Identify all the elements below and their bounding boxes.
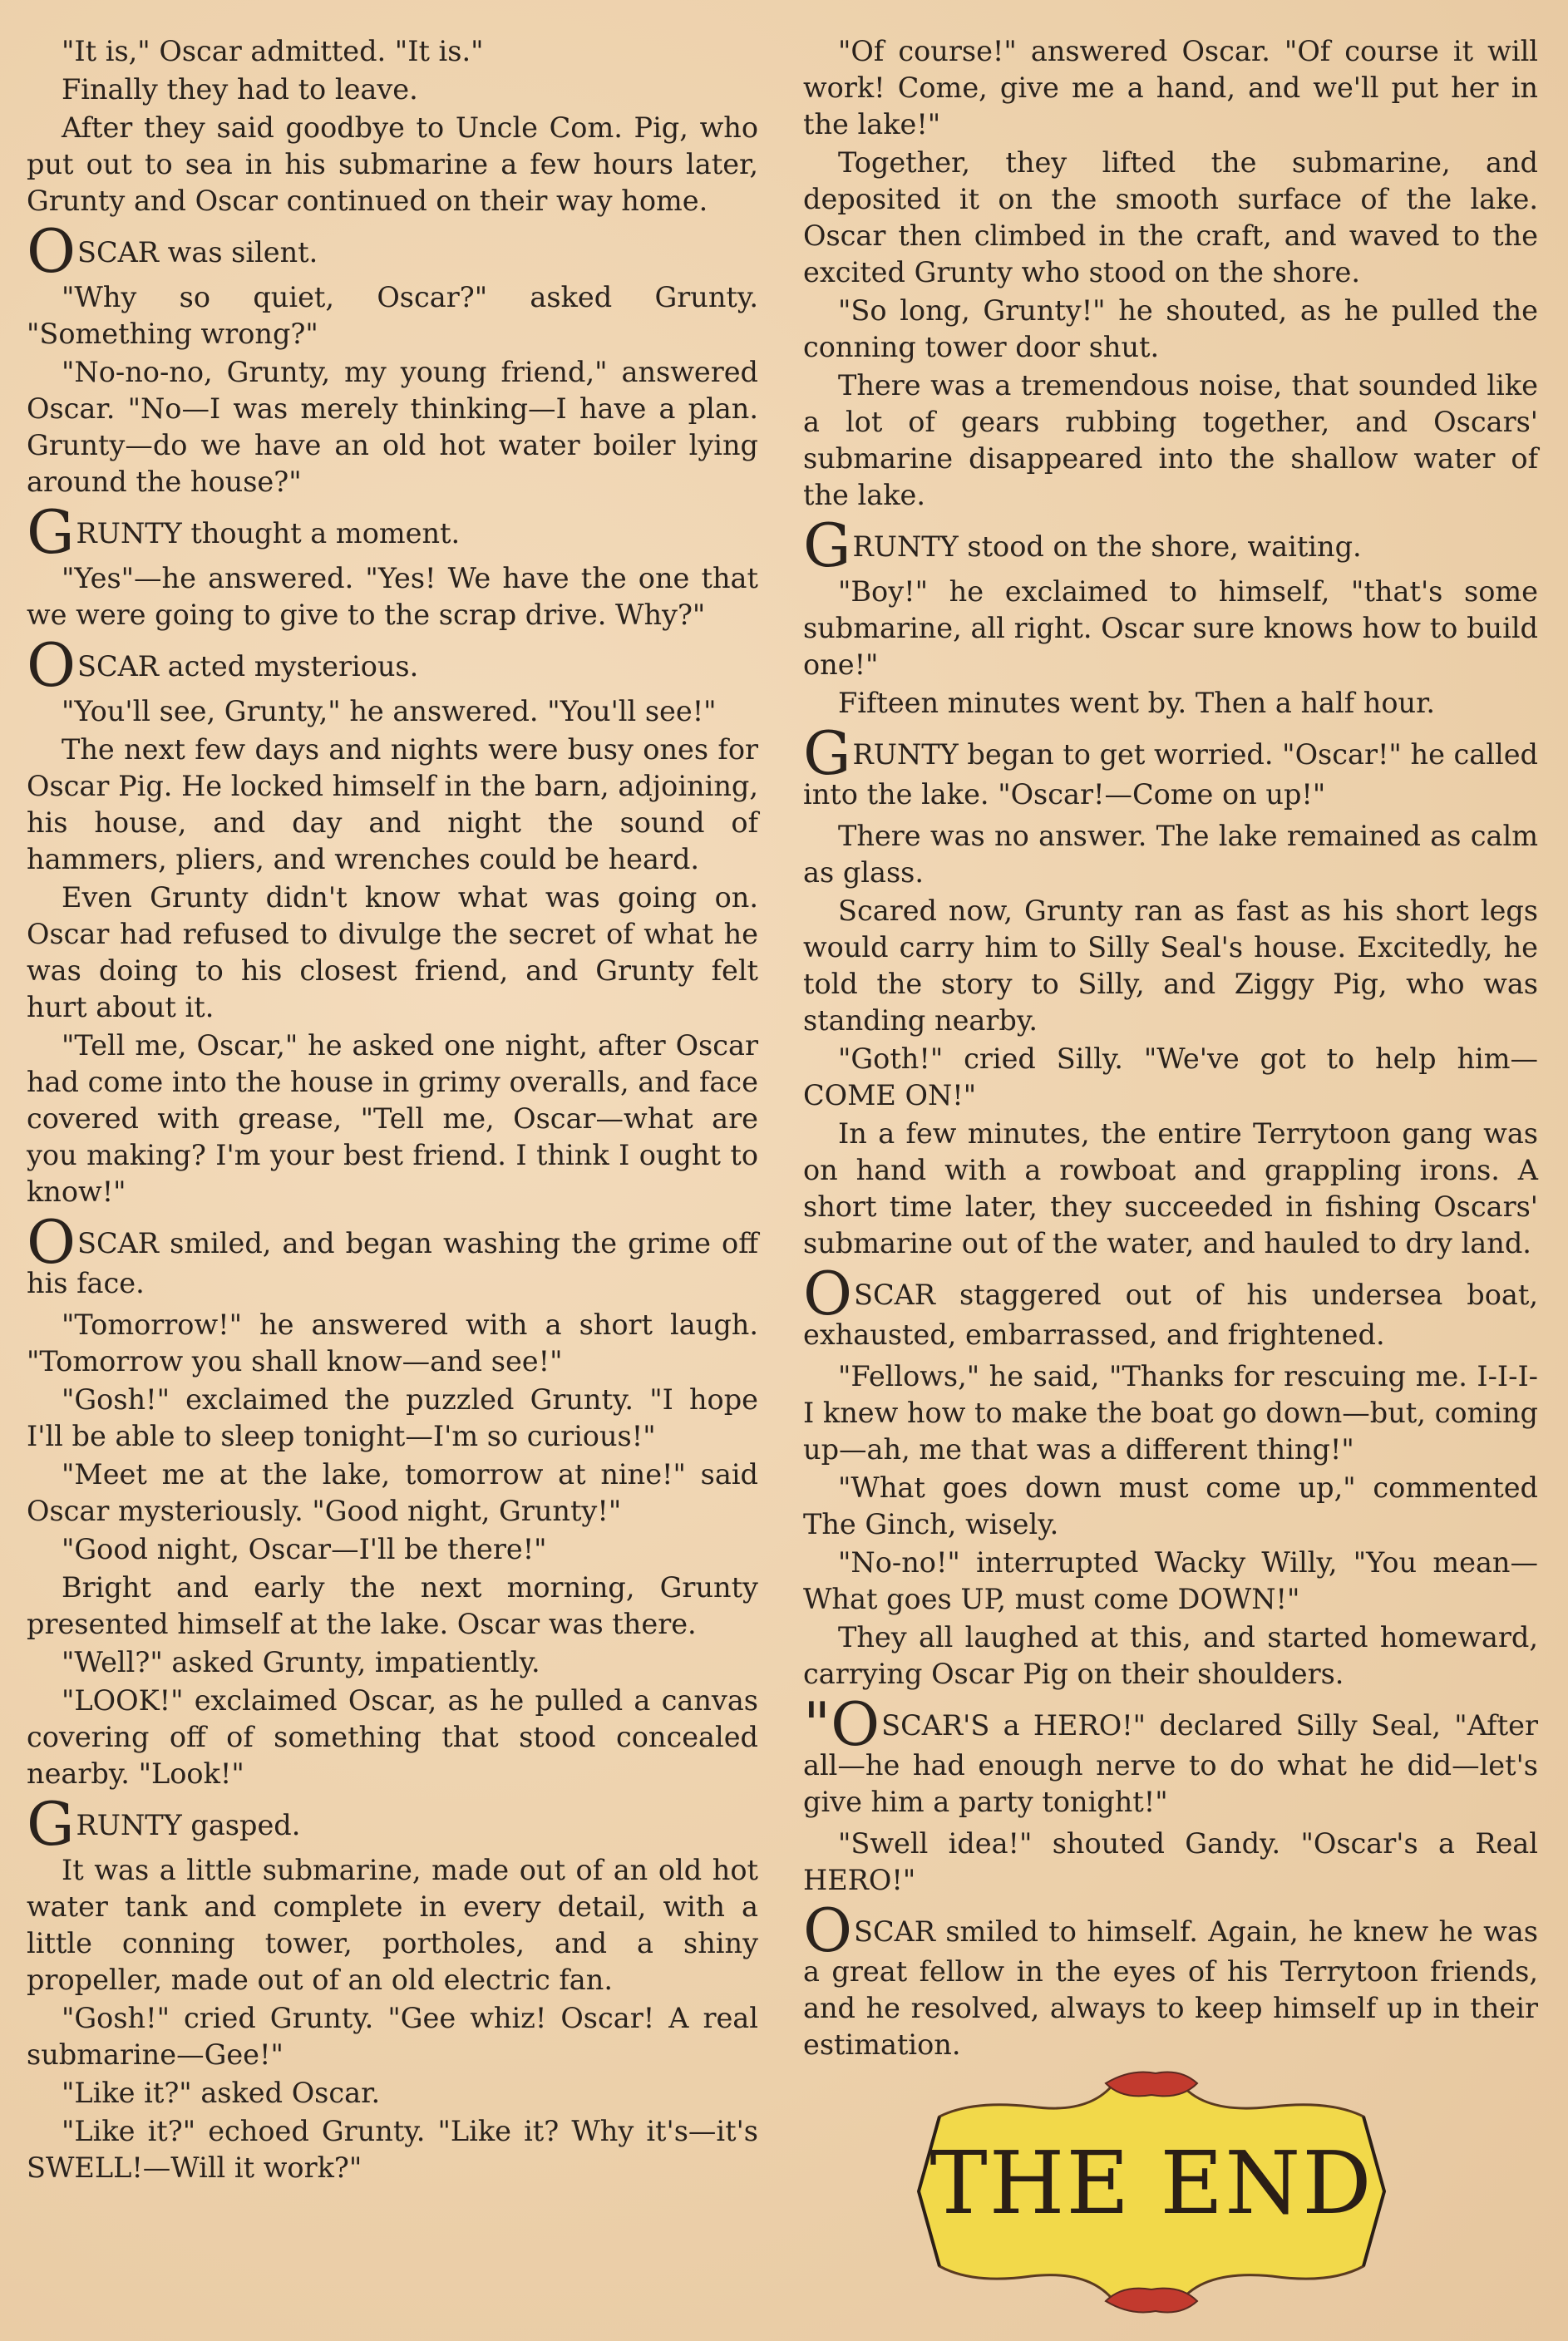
paragraph: "Fellows," he said, "Thanks for rescuing me. I-I-I-I knew how to make the boat go down—but, coming up—ah, me that was a different thing!": [803, 1360, 1538, 1466]
drop-cap-letter: G: [27, 1789, 75, 1859]
paragraph: It was a little submarine, made out of an old hot water tank and complete in every detail, with a little conning tower, portholes, and a shiny propeller, made out of an old electric fan.: [27, 1854, 758, 1996]
paragraph: "Swell idea!" shouted Gandy. "Oscar's a Real HERO!": [803, 1827, 1538, 1896]
paragraph: "Of course!" answered Oscar. "Of course it will work! Come, give me a hand, and we'll put her in the lake!": [803, 35, 1538, 140]
paragraph: "Why so quiet, Oscar?" asked Grunty. "Something wrong?": [27, 281, 758, 350]
dropcap-paragraph: [27, 1789, 758, 1859]
drop-cap-letter: G: [27, 497, 75, 567]
paragraph: "Goth!" cried Silly. "We've got to help him—COME ON!": [803, 1042, 1538, 1111]
paragraph: There was no answer. The lake remained as calm as glass.: [803, 820, 1538, 889]
paragraph: "Tomorrow!" he answered with a short laugh. "Tomorrow you shall know—and see!": [27, 1308, 758, 1377]
paragraph-text: RUNTY stood on the shore, waiting.: [852, 530, 1362, 563]
paragraph: "Yes"—he answered. "Yes! We have the one that we were going to give to the scrap drive. Why?": [27, 562, 758, 631]
paragraph: "You'll see, Grunty," he answered. "You'll see!": [62, 695, 717, 727]
paragraph-text: SCAR staggered out of his undersea boat, exhausted, embarrassed, and frightened.: [803, 1279, 1538, 1351]
drop-cap-letter: O: [27, 630, 76, 700]
dropcap-paragraph: [27, 216, 758, 286]
paragraph: After they said goodbye to Uncle Com. Pig, who put out to sea in his submarine a few hours later, Grunty and Oscar continued on their way home.: [27, 111, 758, 217]
dropcap-paragraph: [27, 497, 758, 567]
paragraph: There was a tremendous noise, that sounded like a lot of gears rubbing together, and Oscars' submarine disappeared into the shallow water of the lake.: [803, 369, 1538, 511]
drop-cap-letter: G: [803, 510, 851, 580]
paragraph: They all laughed at this, and started homeward, carrying Oscar Pig on their shoulders.: [803, 1621, 1538, 1690]
paragraph: Even Grunty didn't know what was going on. Oscar had refused to divulge the secret of what he was doing to his closest friend, and Grunty felt hurt about it.: [27, 881, 758, 1023]
paragraph: In a few minutes, the entire Terrytoon gang was on hand with a rowboat and grappling irons. A short time later, they succeeded in fishing Oscars' submarine out of the water, and hauled to dry land.: [803, 1117, 1538, 1259]
paragraph: "Gosh!" exclaimed the puzzled Grunty. "I hope I'll be able to sleep tonight—I'm so curious!": [27, 1383, 758, 1452]
left-column: [27, 33, 758, 2188]
the-end-text: THE END: [929, 2132, 1373, 2234]
paragraph: "Like it?" asked Oscar.: [62, 2077, 381, 2109]
paragraph: "No-no-no, Grunty, my young friend," answered Oscar. "No—I was merely thinking—I have a plan. Grunty—do we have an old hot water boiler lying around the house?": [27, 356, 758, 498]
paragraph: "Gosh!" cried Grunty. "Gee whiz! Oscar! A real submarine—Gee!": [27, 2002, 758, 2071]
drop-cap-letter: "O: [803, 1689, 880, 1759]
dropcap-paragraph: [803, 718, 1538, 813]
dropcap-paragraph: [27, 630, 758, 700]
paragraph: Together, they lifted the submarine, and deposited it on the smooth surface of the lake. Oscar then climbed in the craft, and waved to the excited Grunty who stood on the shore.: [803, 146, 1538, 288]
right-column: [803, 33, 1538, 2068]
paragraph: Finally they had to leave.: [62, 73, 418, 106]
paragraph: "No-no!" interrupted Wacky Willy, "You mean—What goes UP, must come DOWN!": [803, 1546, 1538, 1615]
dropcap-paragraph: [803, 1895, 1538, 2063]
paragraph-text: SCAR smiled to himself. Again, he knew he was a great fellow in the eyes of his Terrytoon friends, and he resolved, always to keep himself up in their estimation.: [803, 1915, 1538, 2061]
dropcap-paragraph: [803, 1259, 1538, 1353]
drop-cap-letter: O: [27, 1207, 76, 1277]
paragraph-text: SCAR smiled, and began washing the grime off his face.: [27, 1227, 758, 1299]
the-end-banner: [906, 2067, 1397, 2316]
paragraph: "Boy!" he exclaimed to himself, "that's some submarine, all right. Oscar sure knows how to build one!": [803, 575, 1538, 681]
paragraph-text: RUNTY gasped.: [76, 1809, 301, 1841]
paragraph: "What goes down must come up," commented The Ginch, wisely.: [803, 1471, 1538, 1540]
drop-cap-letter: O: [803, 1259, 853, 1328]
paragraph-text: SCAR acted mysterious.: [77, 650, 419, 683]
dropcap-paragraph: [27, 1207, 758, 1302]
paragraph: "Well?" asked Grunty, impatiently.: [62, 1646, 540, 1678]
paragraph: Fifteen minutes went by. Then a half hour.: [838, 687, 1436, 719]
drop-cap-letter: O: [27, 216, 76, 286]
paragraph-text: SCAR'S a HERO!" declared Silly Seal, "After all—he had enough nerve to do what he did—let's give him a party tonight!": [803, 1709, 1538, 1818]
paragraph: "Tell me, Oscar," he asked one night, after Oscar had come into the house in grimy overalls, and face covered with grease, "Tell me, Oscar—what are you making? I'm your best friend. I think I ought to know!": [27, 1029, 758, 1208]
paragraph: "So long, Grunty!" he shouted, as he pulled the conning tower door shut.: [803, 294, 1538, 363]
paragraph: Bright and early the next morning, Grunty presented himself at the lake. Oscar was there.: [27, 1571, 758, 1640]
paragraph-text: SCAR was silent.: [77, 236, 318, 269]
paragraph: "Good night, Oscar—I'll be there!": [62, 1533, 547, 1565]
dropcap-paragraph: [803, 1689, 1538, 1821]
drop-cap-letter: G: [803, 718, 851, 788]
paragraph: "It is," Oscar admitted. "It is.": [62, 35, 484, 67]
drop-cap-letter: O: [803, 1895, 853, 1965]
paragraph: The next few days and nights were busy ones for Oscar Pig. He locked himself in the barn, adjoining, his house, and day and night the sound of hammers, pliers, and wrenches could be heard.: [27, 733, 758, 875]
paragraph-text: RUNTY thought a moment.: [76, 517, 461, 550]
paragraph: "LOOK!" exclaimed Oscar, as he pulled a canvas covering off of something that stood concealed nearby. "Look!": [27, 1684, 758, 1790]
paragraph: Scared now, Grunty ran as fast as his short legs would carry him to Silly Seal's house. Excitedly, he told the story to Silly, and Ziggy Pig, who was standing nearby.: [803, 895, 1538, 1037]
dropcap-paragraph: [803, 510, 1538, 580]
paragraph-text: RUNTY began to get worried. "Oscar!" he called into the lake. "Oscar!—Come on up!": [803, 738, 1538, 811]
paragraph: "Meet me at the lake, tomorrow at nine!" said Oscar mysteriously. "Good night, Grunty!": [27, 1458, 758, 1527]
paragraph: "Like it?" echoed Grunty. "Like it? Why it's—it's SWELL!—Will it work?": [27, 2115, 758, 2184]
